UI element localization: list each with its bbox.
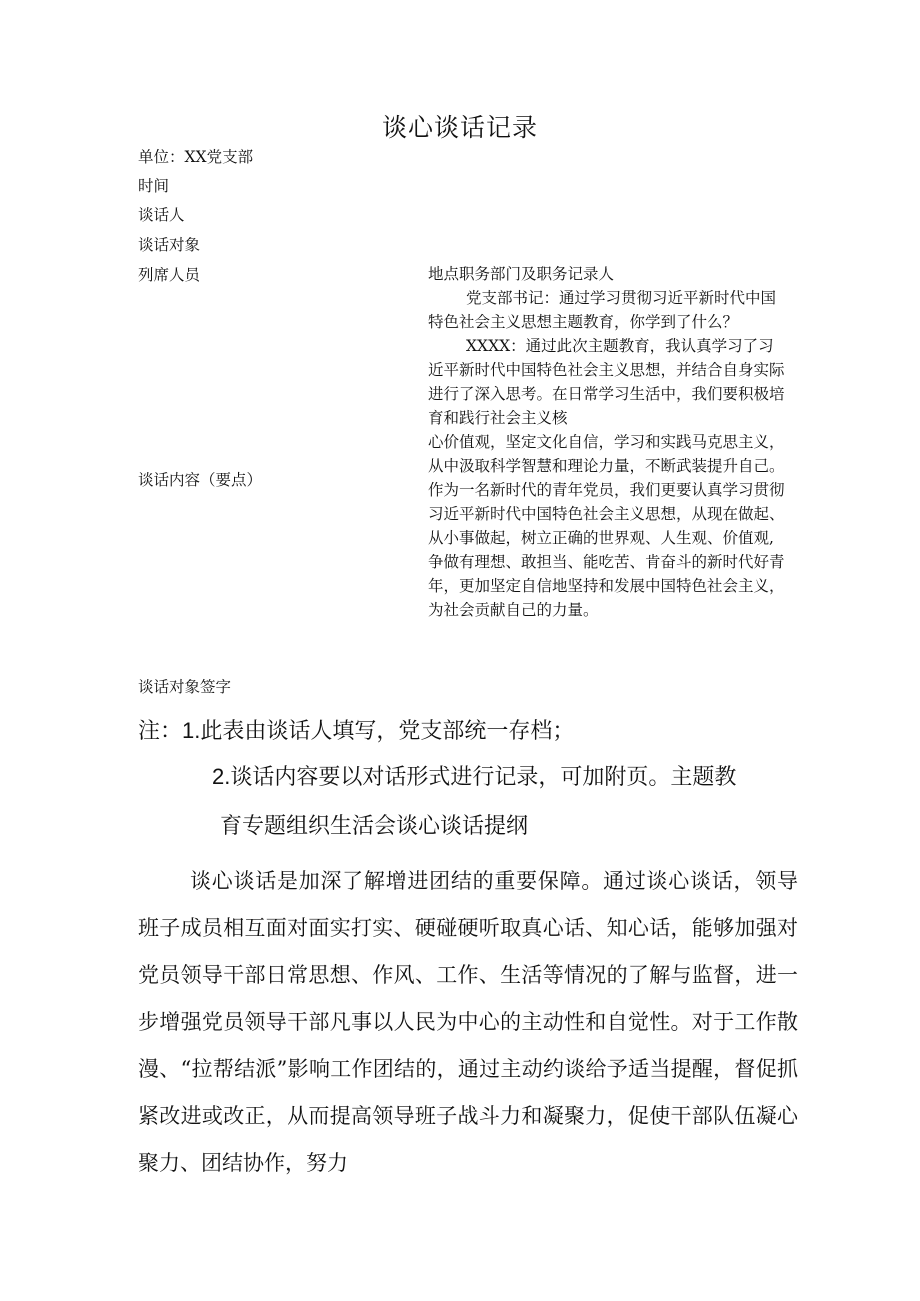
attendees-label: 列席人员 <box>138 266 201 284</box>
answer-continued: 心价值观，坚定文化自信，学习和实践马克思主义，从中汲取科学智慧和理论力量，不断武装提升自己。作为一名新时代的青年党员，我们更要认真学习贯彻习近平新时代中国特色社会主义思想，从现在做起、从小事做起，树立正确的世界观、人生观、价值观,争做有理想、敢担当、能吃苦、肯奋斗的新时代好青年，更加坚定自信地坚持和发展中国特色社会主义，为社会贡献自己的力量。 <box>428 433 785 619</box>
note-1-number: 1. <box>182 718 201 743</box>
note-prefix: 注： <box>138 719 183 744</box>
note-2-number: 2. <box>212 764 231 789</box>
note-2-text: 谈话内容要以对话形式进行记录，可加附页。主题教 <box>230 765 737 790</box>
content-label: 谈话内容（要点） <box>138 471 263 489</box>
note-1 <box>138 716 574 747</box>
unit-label: 单位：XX党支部 <box>138 148 254 166</box>
outline-subtitle: 育专题组织生活会谈心谈话提纲 <box>220 814 529 839</box>
target-label: 谈话对象 <box>138 236 201 254</box>
talker-label: 谈话人 <box>138 206 185 224</box>
note-1-text: 此表由谈话人填写，党支部统一存档； <box>200 719 575 744</box>
outline-paragraph: 谈心谈话是加深了解增进团结的重要保障。通过谈心谈话，领导班子成员相互面对面实打实、硬碰硬听取真心话、知心话，能够加强对党员领导干部日常思想、作风、工作、生活等情况的了解与监督，进一步增强党员领导干部凡事以人民为中心的主动性和自觉性。对于工作散漫、“拉帮结派”影响工作团结的，通过主动约谈给予适当提醒，督促抓紧改进或改正，从而提高领导班子战斗力和凝聚力，促使干部队伍凝心聚力、团结协作，努力 <box>138 869 798 1175</box>
question-secretary: 党支部书记：通过学习贯彻习近平新时代中国特色社会主义思想主题教育，你学到了什么？ <box>428 289 777 331</box>
sign-label: 谈话对象签字 <box>138 678 232 696</box>
note-2 <box>212 762 736 793</box>
conversation-record <box>428 262 788 622</box>
answer-member: XXXX：通过此次主题教育，我认真学习了习近平新时代中国特色社会主义思想，并结合自身实际进行了深入思考。在日常学习生活中，我们要积极培育和践行社会主义核 <box>428 337 785 427</box>
location-line: 地点职务部门及职务记录人 <box>428 265 615 283</box>
time-label: 时间 <box>138 177 170 195</box>
page-title: 谈心谈话记录 <box>381 113 538 142</box>
